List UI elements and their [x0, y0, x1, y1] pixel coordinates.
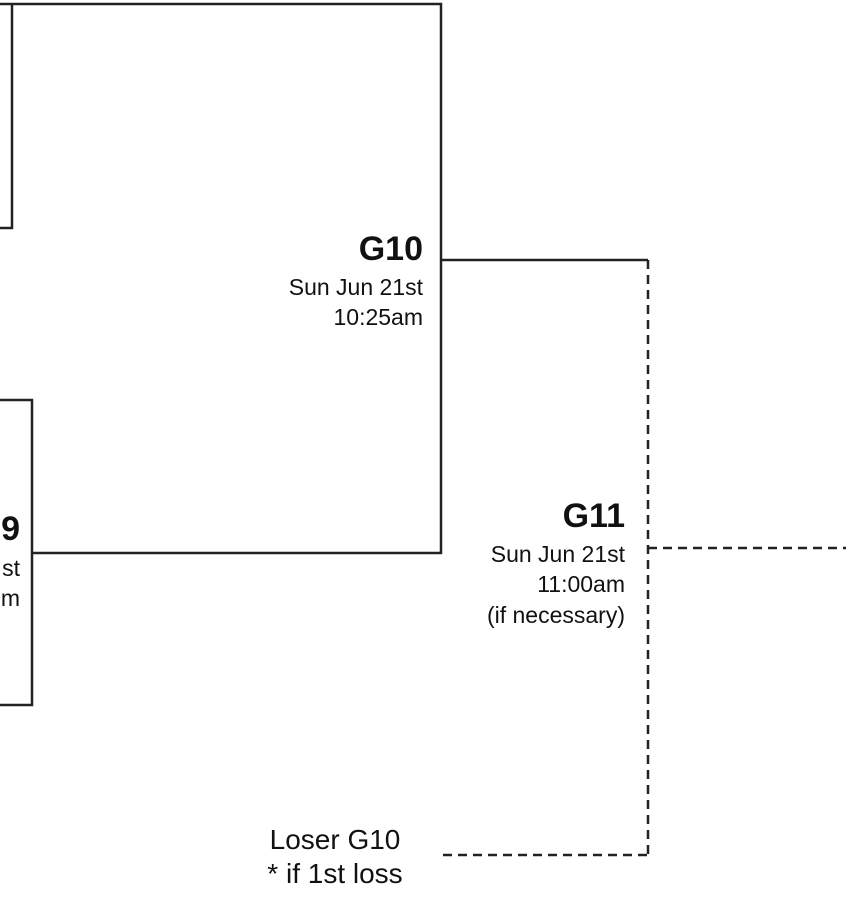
g11-label — [420, 499, 625, 630]
loser-line2: * if 1st loss — [267, 858, 403, 890]
g9-details — [0, 553, 20, 614]
g9-date: st — [2, 555, 20, 581]
g9-title: 9 — [1, 510, 20, 548]
g11-note: (if necessary) — [486, 601, 625, 628]
g10-time: 10:25am — [333, 304, 423, 331]
g11-time: 11:00am — [537, 571, 625, 598]
g10-title: G10 — [358, 230, 423, 268]
g9-label — [0, 512, 20, 546]
g11-title: G11 — [562, 497, 625, 535]
loser-label — [235, 823, 435, 891]
g9-time: m — [0, 585, 20, 612]
g10-date: Sun Jun 21st — [288, 274, 423, 300]
g11-date: Sun Jun 21st — [490, 541, 625, 567]
g10-label — [220, 232, 423, 333]
loser-line1: Loser G10 — [269, 824, 401, 855]
bracket-line-top-left-stub — [0, 4, 12, 228]
